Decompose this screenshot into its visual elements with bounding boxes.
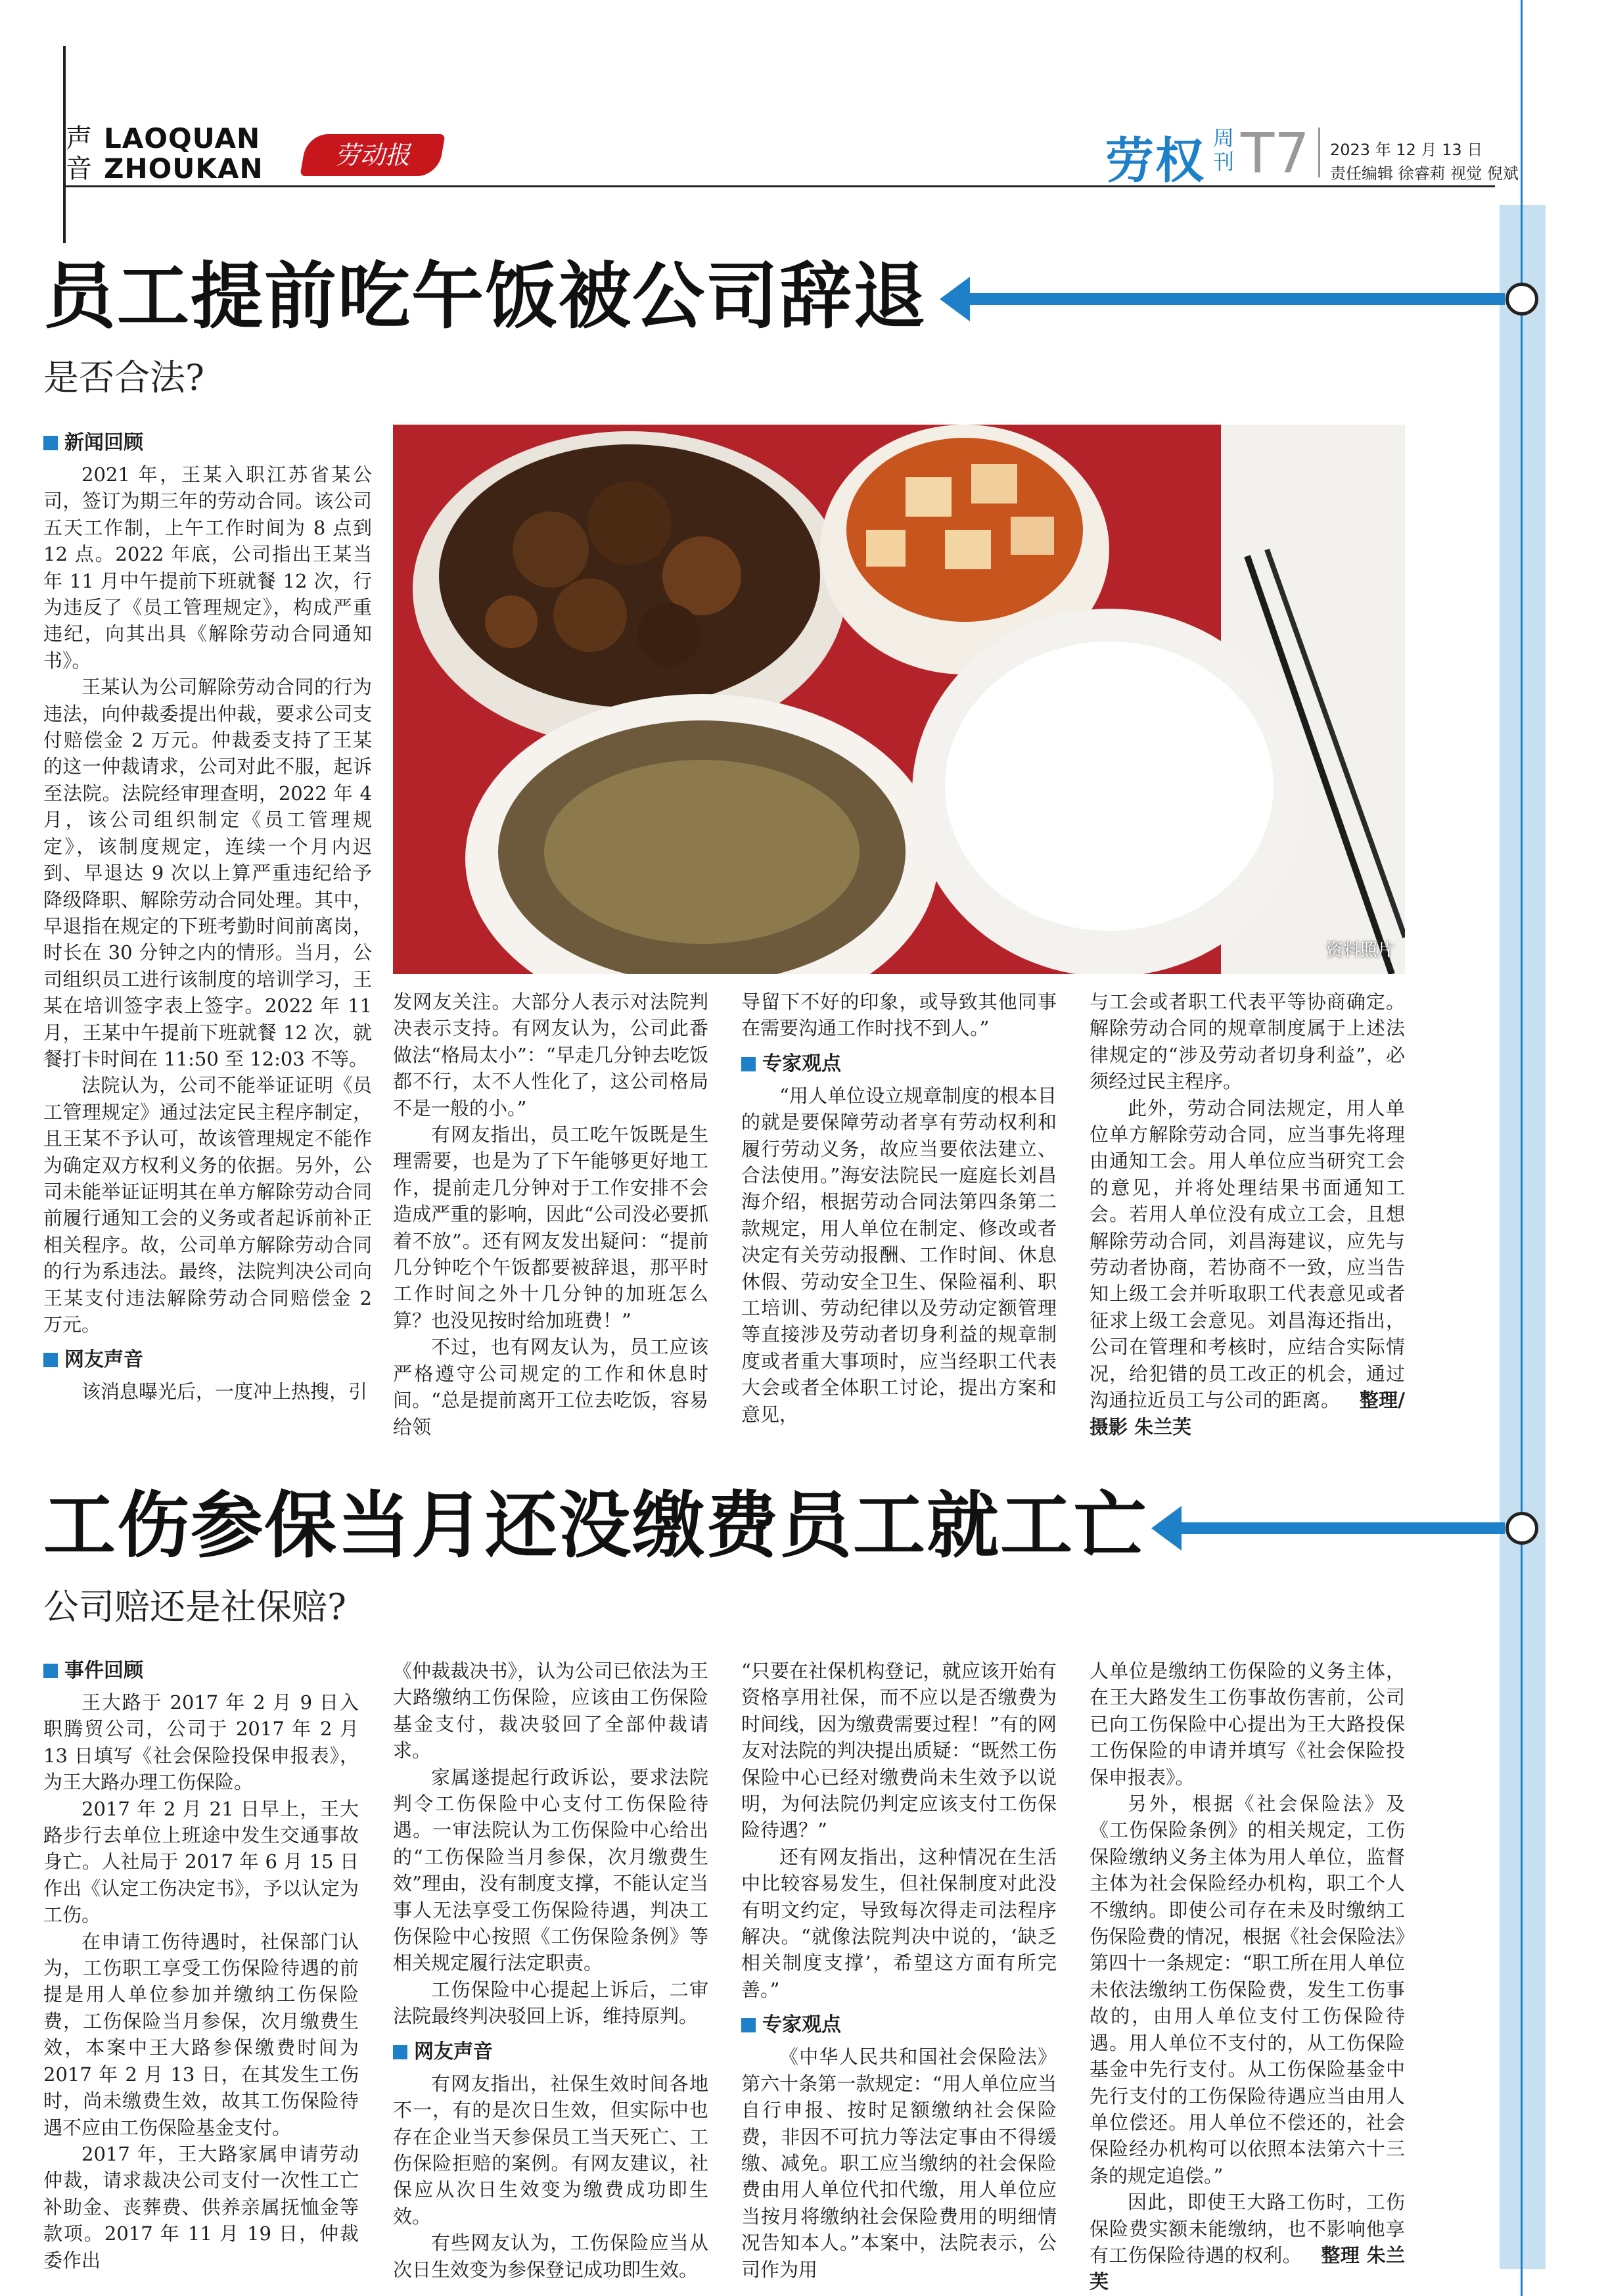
rail-circle-icon [1505, 283, 1538, 316]
kicker-label: 专家观点 [762, 2013, 841, 2037]
kicker-label: 网友声音 [64, 1348, 143, 1372]
paragraph: 人单位是缴纳工伤保险的义务主体，在王大路发生工伤事故伤害前，公司已向工伤保险中心提出为王大路投保工伤保险的申请并填写《社会保险投保申报表》。 [1090, 1660, 1405, 1789]
kicker-square-icon [741, 1057, 756, 1071]
article1-column-1 [43, 430, 372, 1405]
paragraph: 不过，也有网友认为，员工应该严格遵守公司规定的工作和休息时间。“总是提前离开工位去吃饭，容易给领 [393, 1336, 708, 1438]
section-sub: 周刊 [1213, 126, 1235, 174]
paragraph [1090, 2189, 1405, 2295]
article2-kicker-expert [741, 2012, 1057, 2038]
masthead-english-line1: LAOQUAN [104, 122, 261, 154]
kicker-label: 新闻回顾 [64, 431, 143, 454]
paragraph: “用人单位设立规章制度的根本目的就是要保障劳动者享有劳动权利和履行劳动义务，故应当要依法建立、合法使用。”海安法院民一庭庭长刘昌海介绍，根据劳动合同法第四条第二款规定，用人单位在制定、修改或者决定有关劳动报酬、工作时间、休息休假、劳动安全卫生、保险福利、职工培训、劳动纪律以及劳动定额管理等直接涉及劳动者切身利益的规章制度或者重大事项时，应当经职工代表大会或者全体职工讨论，提出方案和意见， [741, 1084, 1057, 1426]
kicker-square-icon [43, 1353, 58, 1367]
paragraph: 2017 年，王大路家属申请劳动仲裁，请求裁决公司支付一次性工亡补助金、丧葬费、供养亲属抚恤金等款项。2017 年 11 月 19 日，仲裁委作出 [43, 2142, 359, 2272]
paragraph: 发网友关注。大部分人表示对法院判决表示支持。有网友认为，公司此番做法“格局太小”：“早走几分钟去吃饭都不行，太不人性化了，这公司格局不是一般的小。” [393, 991, 708, 1119]
editor-credit: 责任编辑 徐睿莉 视觉 倪斌 [1330, 164, 1519, 183]
paragraph: 2021 年，王某入职江苏省某公司，签订为期三年的劳动合同。该公司五天工作制，上午工作时间为 8 点到 12 点。2022 年底，公司指出王某当年 11 月中午提前下班就餐 12 次，行为违反了《员工管理规定》，构成严重违纪，向其出具《解除劳动合同通知书》。 [43, 463, 372, 672]
lunch-photo [393, 425, 1405, 974]
paragraph: 有网友指出，社保生效时间各地不一，有的是次日生效，但实际中也存在企业当天参保员工当天死亡、工伤保险拒赔的案例。有网友建议，社保应从次日生效变为缴费成功即生效。 [393, 2072, 708, 2228]
kicker-label: 专家观点 [762, 1052, 841, 1075]
masthead-english [104, 124, 264, 184]
arrow-bar [969, 293, 1505, 305]
article1-signature: 整理/摄影 朱兰芙 [1090, 1389, 1405, 1438]
article1-column-4 [1090, 989, 1405, 1440]
kicker-square-icon [741, 2018, 756, 2032]
article1-title: 员工提前吃午饭被公司辞退 [43, 254, 927, 339]
article1-kicker-netizen [43, 1347, 372, 1373]
section-name: 劳权 [1105, 133, 1205, 189]
article2-title: 工伤参保当月还没缴费员工就工亡 [43, 1483, 1147, 1568]
issue-date: 2023 年 12 月 13 日 [1330, 141, 1483, 159]
paragraph: 工伤保险中心提起上诉后，二审法院最终判决驳回上诉，维持原判。 [393, 1978, 708, 2028]
paragraph: 在申请工伤待遇时，社保部门认为，工伤职工享受工伤保险待遇的前提是用人单位参加并缴纳工伤保险费，工伤保险当月参保，次月缴费生效，本案中王大路参保缴费时间为 2017 年 2 月 13 日，在其发生工伤时，尚未缴费生效，故其工伤保险待遇不应由工伤保险基金支付。 [43, 1930, 359, 2139]
article2-subtitle: 公司赔还是社保赔? [43, 1586, 346, 1628]
photo-credit: 资料照片 [1325, 941, 1394, 960]
article2-kicker-event [43, 1658, 359, 1684]
paragraph: 有些网友认为，工伤保险应当从次日生效变为参保登记成功即生效。 [393, 2232, 708, 2281]
article1-column-2 [393, 989, 708, 1440]
kicker-square-icon [43, 436, 58, 450]
paragraph: 《中华人民共和国社会保险法》第六十条第一款规定：“用人单位应当自行申报、按时足额缴纳社会保险费，非因不可抗力等法定事由不得缓缴、减免。职工应当缴纳的社会保险费由用人单位代扣代缴，用人单位应当按月将缴纳社会保险费用的明细情况告知本人。”本案中，法院表示，公司作为用 [741, 2046, 1057, 2281]
paragraph-text: 此外，劳动合同法规定，用人单位单方解除劳动合同，应当事先将理由通知工会。用人单位应当研究工会的意见，并将处理结果书面通知工会。若用人单位没有成立工会，且想解除劳动合同，刘昌海建议，应先与劳动者协商，若协商不一致，应当告知上级工会并听取职工代表意见或者征求上级工会意见。刘昌海还指出，公司在管理和考核时，应结合实际情况，给犯错的员工改正的机会，通过沟通拉近员工与公司的距离。 [1090, 1096, 1405, 1412]
paragraph: 王大路于 2017 年 2 月 9 日入职腾贸公司，公司于 2017 年 2 月 13 日填写《社会保险投保申报表》，为王大路办理工伤保险。 [43, 1691, 359, 1794]
decorative-rail [1500, 205, 1546, 2269]
masthead-english-line2: ZHOUKAN [104, 152, 264, 185]
paragraph: 与工会或者职工代表平等协商确定。解除劳动合同的规章制度属于上述法律规定的“涉及劳动者切身利益”，必须经过民主程序。 [1090, 991, 1405, 1093]
paragraph: 导留下不好的印象，或导致其他同事在需要沟通工作时找不到人。” [741, 991, 1057, 1040]
newspaper-logo-text: 劳动报 [334, 141, 410, 170]
article2-column-1 [43, 1658, 359, 2274]
headline-arrow-1 [940, 277, 1505, 321]
arrow-head-icon [1151, 1506, 1182, 1551]
article1-column-3 [741, 989, 1057, 1428]
header-separator [1318, 128, 1320, 177]
paragraph: 有网友指出，员工吃午饭既是生理需要，也是为了下午能够更好地工作，提前走几分钟对于工作安排不会造成严重的影响，因此“公司没必要抓着不放”。还有网友发出疑问：“提前几分钟吃个午饭都要被辞退，那平时工作时间之外十几分钟的加班怎么算？也没见按时给加班费！” [393, 1123, 708, 1332]
paragraph: 法院认为，公司不能举证证明《员工管理规定》通过法定民主程序制定，且王某不予认可，故该管理规定不能作为确定双方权利义务的依据。另外，公司未能举证证明其在单方解除劳动合同前履行通知工会的义务或者起诉前补正相关程序。故，公司单方解除劳动合同的行为系违法。最终，法院判决公司向王某支付违法解除劳动合同赔偿金 2 万元。 [43, 1074, 372, 1336]
paragraph: 王某认为公司解除劳动合同的行为违法，向仲裁委提出仲裁，要求公司支付赔偿金 2 万元。仲裁委支持了王某的这一仲裁请求，公司对此不服，起诉至法院。法院经审理查明，2022 年 4 月，该公司组织制定《员工管理规定》，该制度规定，连续一个月内迟到、早退达 9 次以上算严重违纪给予降级降职、解除劳动合同处理。其中，早退指在规定的下班考勤时间前离岗，时长在 30 分钟之内的情形。当月，公司组织员工进行该制度的培训学习，王某在培训签字表上签字。2022 年 11 月，王某中午提前下班就餐 12 次，就餐打卡时间在 11:50 至 12:03 不等。 [43, 676, 372, 1070]
masthead-chinese: 声音 [66, 124, 92, 184]
paragraph: “只要在社保机构登记，就应该开始有资格享用社保，而不应以是否缴费为时间线，因为缴费需要过程！”有的网友对法院的判决提出质疑：“既然工伤保险中心已经对缴费尚未生效予以说明，为何法院仍判定应该支付工伤保险待遇？” [741, 1660, 1057, 1842]
decorative-rail-line [1521, 0, 1523, 2296]
paragraph: 《仲裁裁决书》，认为公司已依法为王大路缴纳工伤保险，应该由工伤保险基金支付，裁决驳回了全部仲裁请求。 [393, 1660, 708, 1762]
headline-arrow-2 [1151, 1506, 1505, 1551]
newspaper-logo [300, 134, 445, 176]
article2-column-3 [741, 1658, 1057, 2283]
article2-kicker-netizen [393, 2039, 708, 2065]
article1-subtitle: 是否合法? [43, 357, 204, 398]
paragraph: 2017 年 2 月 21 日早上，王大路步行去单位上班途中发生交通事故身亡。人社局于 2017 年 6 月 15 日作出《认定工伤决定书》，予以认定为工伤。 [43, 1797, 359, 1927]
article2-signature: 整理 朱兰芙 [1090, 2243, 1405, 2293]
kicker-label: 网友声音 [414, 2040, 493, 2063]
arrow-head-icon [940, 277, 970, 321]
paragraph: 另外，根据《社会保险法》及《工伤保险条例》的相关规定，工伤保险缴纳义务主体为用人单位，监督主体为社会保险经办机构，职工个人不缴纳。即使公司存在未及时缴纳工伤保险费的情况，根据《社会保险法》第四十一条规定：“职工所在用人单位未依法缴纳工伤保险费，发生工伤事故的，由用人单位支付工伤保险待遇。用人单位不支付的，从工伤保险基金中先行支付。从工伤保险基金中先行支付的工伤保险待遇应当由用人单位偿还。用人单位不偿还的，社会保险经办机构可以依照本法第六十三条的规定追偿。” [1090, 1792, 1405, 2187]
article1-kicker-news [43, 430, 372, 456]
kicker-square-icon [43, 1664, 58, 1678]
article2-column-4 [1090, 1658, 1405, 2295]
kicker-square-icon [393, 2045, 407, 2059]
paragraph-text: 因此，即使王大路工伤时，工伤保险费实额未能缴纳，也不影响他享有工伤保险待遇的权利。 [1090, 2191, 1405, 2266]
rail-circle-icon [1505, 1512, 1538, 1545]
article2-column-2 [393, 1658, 708, 2283]
kicker-label: 事件回顾 [64, 1659, 143, 1682]
paragraph: 还有网友指出，这种情况在生活中比较容易发生，但社保制度对此没有明文约定，导致每次得走司法程序解决。“就像法院判决中说的，‘缺乏相关制度支撑’，希望这方面有所完善。” [741, 1845, 1057, 2001]
paragraph: 该消息曝光后，一度冲上热搜，引 [81, 1380, 368, 1403]
page-number: T7 [1241, 121, 1310, 185]
header-rule [66, 185, 1495, 187]
paragraph [1090, 1095, 1405, 1440]
paragraph: 家属遂提起行政诉讼，要求法院判令工伤保险中心支付工伤保险待遇。一审法院认为工伤保险中心给出的“工伤保险当月参保，次月缴费生效”理由，没有制度支撑，不能认定当事人无法享受工伤保险待遇，判决工伤保险中心按照《工伤保险条例》等相关规定履行法定职责。 [393, 1766, 708, 1975]
arrow-bar [1180, 1522, 1505, 1534]
article1-kicker-expert [741, 1051, 1057, 1077]
lunch-photo-image [393, 425, 1405, 974]
